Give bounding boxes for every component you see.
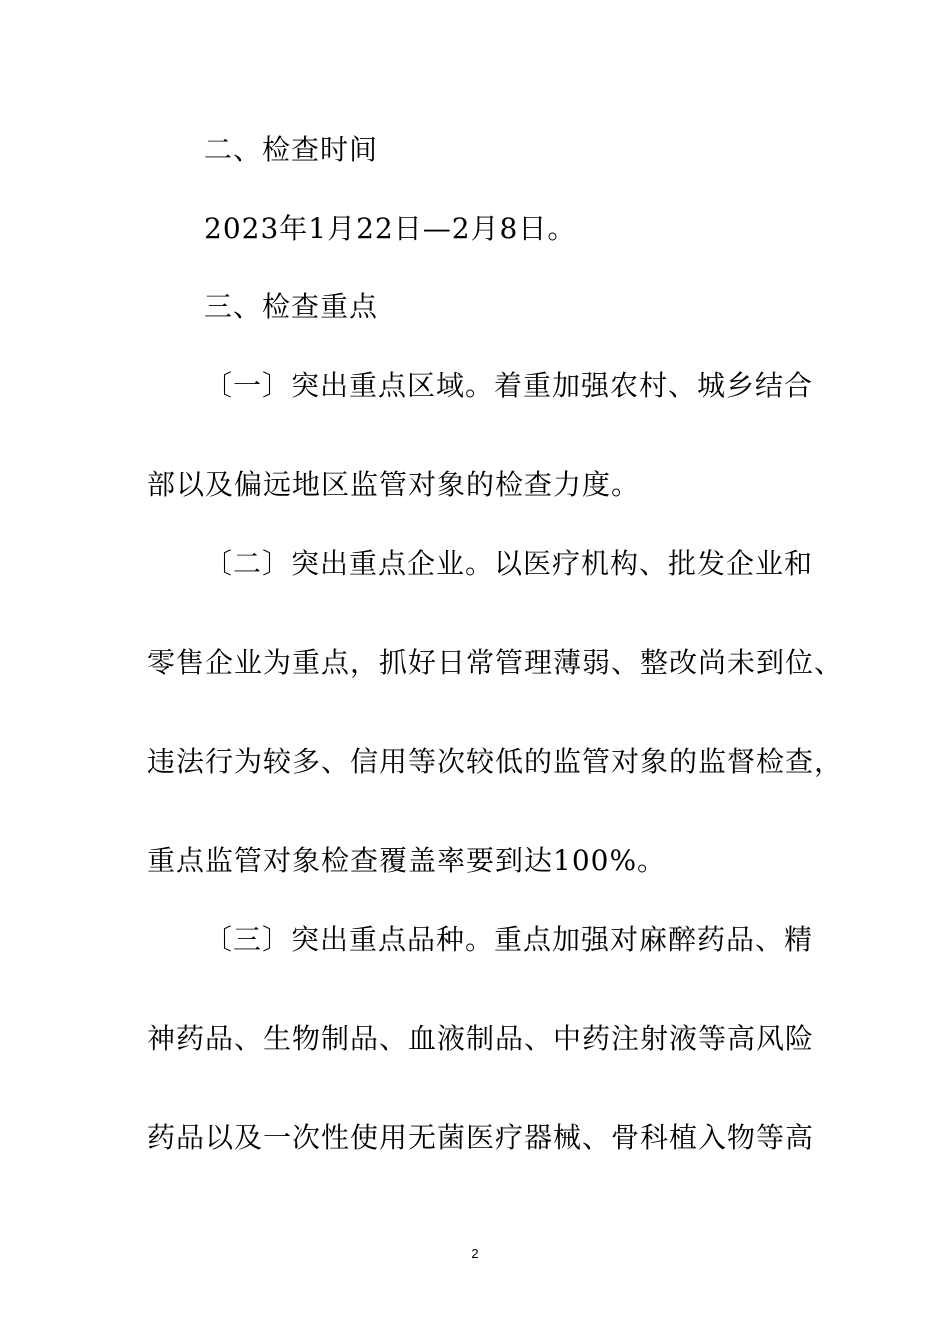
heading-inspection-time: 二、检查时间 (204, 133, 379, 166)
page-number: 2 (471, 1246, 479, 1261)
paragraph-line: 〔二〕突出重点企业。以医疗机构、批发企业和 (204, 547, 814, 580)
paragraph-line: 药品以及一次性使用无菌医疗器械、骨科植入物等高 (147, 1121, 815, 1154)
inspection-date-range: 2023年1月22日—2月8日。 (204, 212, 577, 245)
paragraph-line: 〔一〕突出重点区域。着重加强农村、城乡结合 (204, 369, 814, 402)
heading-inspection-focus: 三、检查重点 (204, 290, 379, 323)
paragraph-line: 神药品、生物制品、血液制品、中药注射液等高风险 (147, 1022, 815, 1055)
paragraph-line: 部以及偏远地区监管对象的检查力度。 (147, 468, 641, 501)
paragraph-line: 〔三〕突出重点品种。重点加强对麻醉药品、精 (204, 923, 814, 956)
paragraph-line: 零售企业为重点，抓好日常管理薄弱、整改尚未到位、 (147, 646, 844, 679)
paragraph-line: 违法行为较多、信用等次较低的监管对象的监督检查， (147, 745, 844, 778)
paragraph-line: 重点监管对象检查覆盖率要到达100%。 (147, 844, 667, 877)
